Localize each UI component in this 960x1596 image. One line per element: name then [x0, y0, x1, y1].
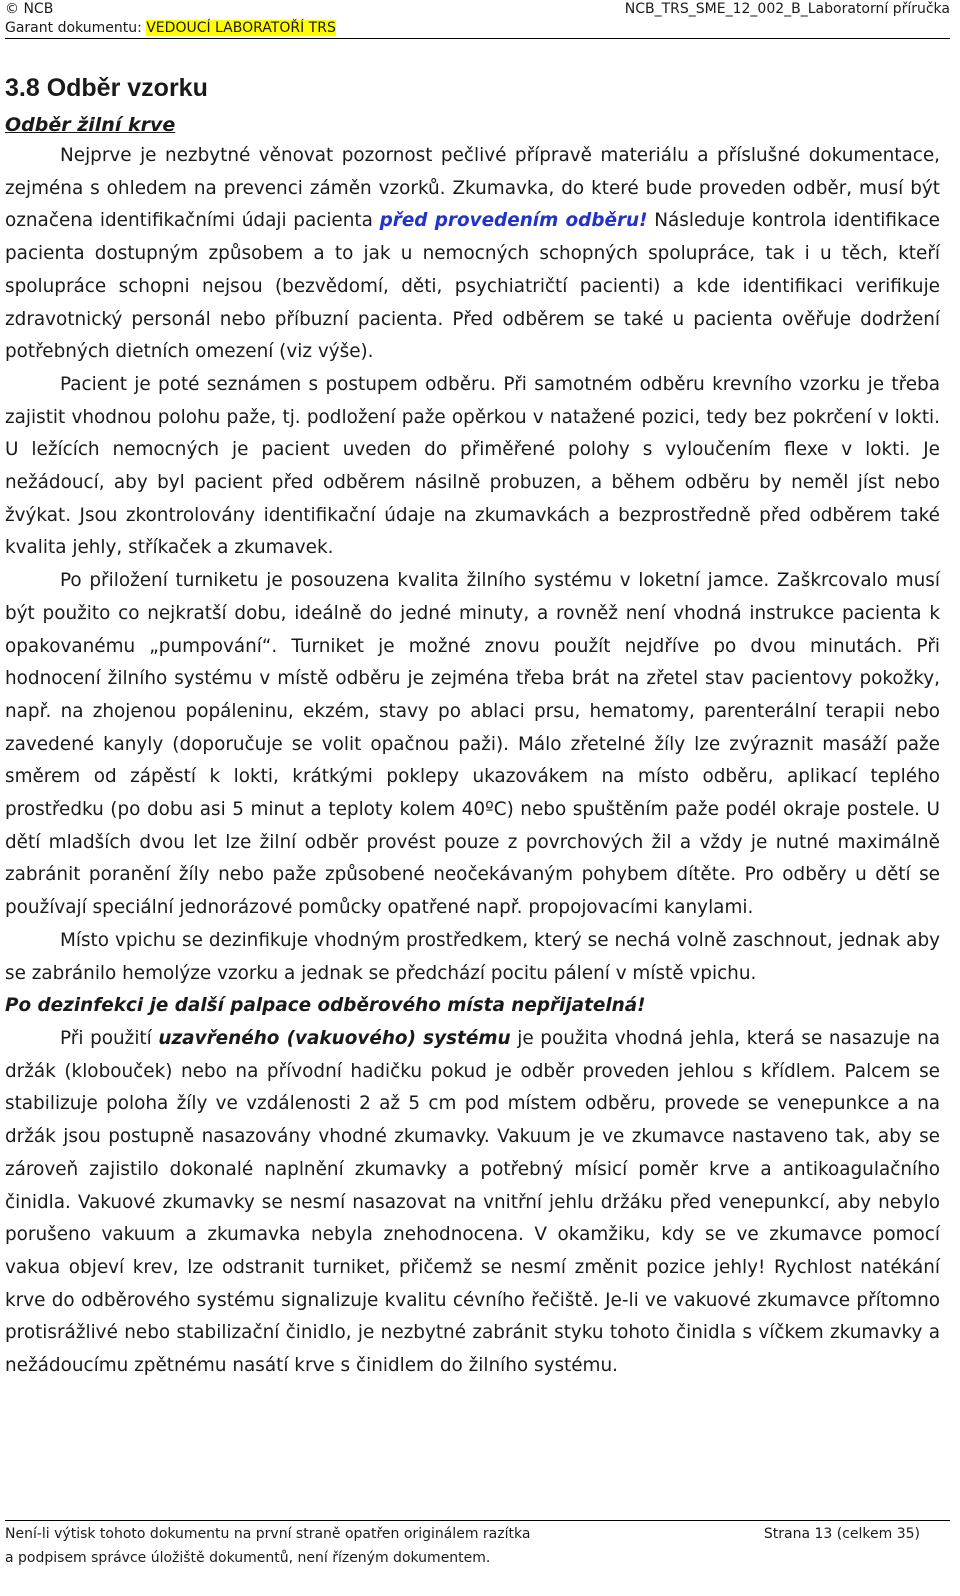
document-body: [5, 66, 940, 1383]
section-subtitle: Odběr žilní krve: [5, 114, 176, 136]
footer-note-line2: a podpisem správce úložiště dokumentů, není řízeným dokumentem.: [5, 1550, 491, 1566]
footer-note-line1: Není-li výtisk tohoto dokumentu na první straně opatřen originálem razítka: [5, 1526, 531, 1542]
page-number: Strana 13 (celkem 35): [763, 1526, 920, 1542]
paragraph-5-emphasis: uzavřeného (vakuového) systému: [158, 1027, 511, 1049]
paragraph-4: Místo vpichu se dezinfikuje vhodným prostředkem, který se nechá volně zaschnout, jednak aby se zabránilo hemolýze vzorku a jednak se předchází pocitu pálení v místě vpichu.: [5, 929, 940, 984]
header-document-id: NCB_TRS_SME_12_002_B_Laboratorní příručka: [624, 1, 950, 17]
paragraph-1-text-b: Následuje kontrola identifikace pacienta dostupným způsobem a to jak u nemocných schopných spolupráce, tak i u těch, kteří spolupráce schopni nejsou (bezvědomí, děti, psychiatričtí pacienti) a kde identifikaci verifikuje zdravotnický personál nebo příbuzní pacienta. Před odběrem se také u pacienta ověřuje dodržení potřebných dietních omezení (viz výše).: [5, 210, 940, 363]
paragraph-5: [5, 1023, 940, 1383]
paragraph-2: Pacient je poté seznámen s postupem odběru. Při samotném odběru krevního vzorku je třeba zajistit vhodnou polohu paže, tj. podložení paže opěrkou v natažené pozici, tedy bez pokrčení v lokti. U ležících nemocných je pacient uveden do přiměřené polohy s vyloučením flexe v lokti. Je nežádoucí, aby byl pacient před odběrem násilně probuzen, a během odběru by neměl jíst nebo žvýkat. Jsou zkontrolovány identifikační údaje na zkumavkách a bezprostředně před odběrem také kvalita jehly, stříkaček a zkumavek.: [5, 373, 940, 559]
guarantor-label: Garant dokumentu:: [5, 20, 147, 36]
guarantor-name: VEDOUCÍ LABORATOŘÍ TRS: [146, 20, 336, 36]
section-title: 3.8 Odběr vzorku: [5, 74, 208, 102]
paragraph-1-emphasis: před provedením odběru!: [379, 210, 648, 232]
paragraph-1-text-a: Nejprve je nezbytné věnovat pozornost pečlivé přípravě materiálu a příslušné dokumentace, zejména s ohledem na prevenci záměn vzorků. Zkumavka, do které bude proveden odběr, musí být označena identifikačními údaji pacienta: [5, 145, 940, 232]
paragraph-5-text-a: Při použití: [60, 1027, 159, 1049]
paragraph-3: Po přiložení turniketu je posouzena kvalita žilního systému v loketní jamce. Zaškrcovalo musí být použito co nejkratší dobu, ideálně do jedné minuty, a rovněž není vhodná instrukce pacienta k opakovanému „pumpování“. Turniket je možné znovu použít nejdříve po dvou minutách. Při hodnocení žilního systému v místě odběru je zejména třeba brát na zřetel stav pacientovy pokožky, např. na zhojenou popáleninu, ekzém, stavy po ablaci prsu, hematomy, parenterální terapii nebo zavedené kanyly (doporučuje se volit opačnou paži). Málo zřetelné žíly lze zvýraznit masáží paže směrem od zápěstí k lokti, krátkými poklepy ukazovákem na místo odběru, aplikací teplého prostředku (po dobu asi 5 minut a teploty kolem 40ºC) nebo spuštěním paže podél okraje postele. U dětí mladších dvou let lze žilní odběr provést pouze z povrchových žil a vždy je nutné maximálně zabránit poranění žíly nebo paže způsobené neočekávaným pohybem dítěte. Pro odběry u dětí se používají speciální jednorázové pomůcky opatřené např. propojovacími kanylami.: [5, 570, 940, 919]
header-guarantor: [5, 19, 336, 38]
paragraph-1: [5, 140, 940, 369]
warning-statement: Po dezinfekci je další palpace odběrového místa nepřijatelná!: [5, 995, 646, 1017]
paragraph-5-text-b: je použita vhodná jehla, která se nasazuje na držák (klobouček) nebo na přívodní hadičku pokud je odběr proveden jehlou s křídlem. Palcem se stabilizuje poloha žíly ve vzdálenosti 2 až 5 cm pod místem odběru, provede se venepunkce a na držák jsou postupně nasazovány vhodné zkumavky. Vakuum je ve zkumavce nastaveno tak, aby se zároveň zajistilo dokonalé naplnění zkumavky a potřebný mísicí poměr krve a antikoagulačního činidla. Vakuové zkumavky se nesmí nasazovat na vnitřní jehlu držáku před venepunkcí, aby nebylo porušeno vakuum a zkumavka nebyla znehodnocena. V okamžiku, kdy se ve zkumavce pomocí vakua objeví krev, lze odstranit turniket, přičemž se nesmí změnit pozice jehly! Rychlost natékání krve do odběrového systému signalizuje kvalitu cévního řečiště. Je-li ve vakuové zkumavce přítomno protisrážlivé nebo stabilizační činidlo, je nezbytné zabránit styku tohoto činidla s víčkem zkumavky a nežádoucímu zpětnému nasátí krve s činidlem do žilního systému.: [5, 1027, 940, 1377]
page-footer: [5, 1520, 950, 1570]
header-copyright: © NCB: [5, 1, 54, 17]
page-header: [5, 0, 950, 39]
